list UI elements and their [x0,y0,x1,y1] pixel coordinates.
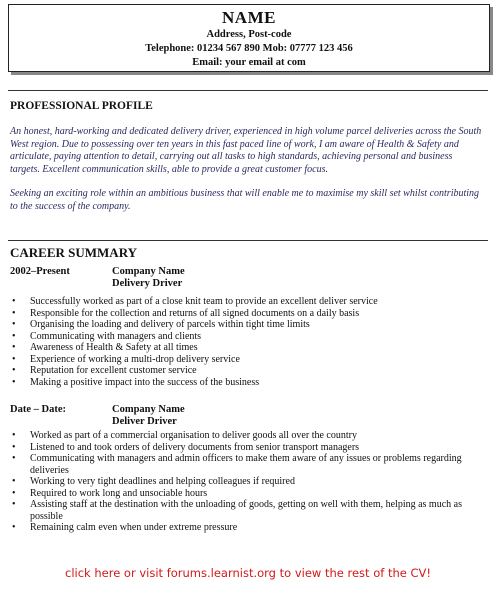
telephone-line: Telephone: 01234 567 890 Mob: 07777 123 456 [145,43,353,54]
profile-paragraph-2: Seeking an exciting role within an ambitious business that will enable me to maximise my skill set whilst contributing to the success of the company. [10,188,480,212]
job-date: Date – Date: [10,404,66,415]
list-item: • Communicating with managers and clients [10,331,480,343]
list-item: • Working to very tight deadlines and helping colleagues if required [10,476,480,488]
divider [8,90,488,91]
list-item: • Organising the loading and delivery of parcels within tight time limits [10,319,480,331]
job-company: Company Name [112,266,185,277]
list-item: • Required to work long and unsociable hours [10,488,480,500]
profile-paragraph-1: An honest, hard-working and dedicated delivery driver, experienced in high volume parcel deliveries across the South West region. Due to possessing over ten years in this fast paced line of work, I am aware of Health & Safety and articulate, paying attention to detail, carrying out all tasks to high standards, achieving personal and business targets. Excellent communication skills, able to provide a great customer focus. [10,126,482,175]
list-item: • Worked as part of a commercial organisation to deliver goods all over the country [10,430,480,442]
list-item: • Awareness of Health & Safety at all times [10,342,480,354]
list-item: • Successfully worked as part of a close knit team to provide an excellent deliver service [10,296,480,308]
list-item: • Responsible for the collection and returns of all signed documents on a daily basis [10,308,480,320]
career-title: CAREER SUMMARY [10,245,138,260]
job-duties-list [10,296,480,388]
job-date: 2002–Present [10,266,70,277]
job-role: Delivery Driver [112,278,183,289]
job-role: Deliver Driver [112,416,177,427]
job-header [10,404,480,430]
divider [8,240,488,241]
list-item: • Making a positive impact into the success of the business [10,377,480,389]
view-full-cv-link[interactable]: click here or visit forums.learnist.org to view the rest of the CV! [65,566,431,580]
cv-header [8,4,490,72]
list-item: • Reputation for excellent customer service [10,365,480,377]
address-line: Address, Post-code [206,29,292,40]
email-line: Email: your email at com [192,57,306,68]
profile-title: PROFESSIONAL PROFILE [10,100,153,112]
job-company: Company Name [112,404,185,415]
list-item: • Communicating with managers and admin officers to make them aware of any issues or problems regarding deliveries [10,453,480,476]
list-item: • Remaining calm even when under extreme pressure [10,522,480,534]
candidate-name: NAME [222,8,276,27]
list-item: • Listened to and took orders of delivery documents from senior transport managers [10,442,480,454]
list-item: • Assisting staff at the destination with the unloading of goods, getting on well with them, helping as much as possible [10,499,480,522]
profile-text [10,126,482,213]
job-duties-list [10,430,480,534]
job-header [10,266,480,292]
list-item: • Experience of working a multi-drop delivery service [10,354,480,366]
